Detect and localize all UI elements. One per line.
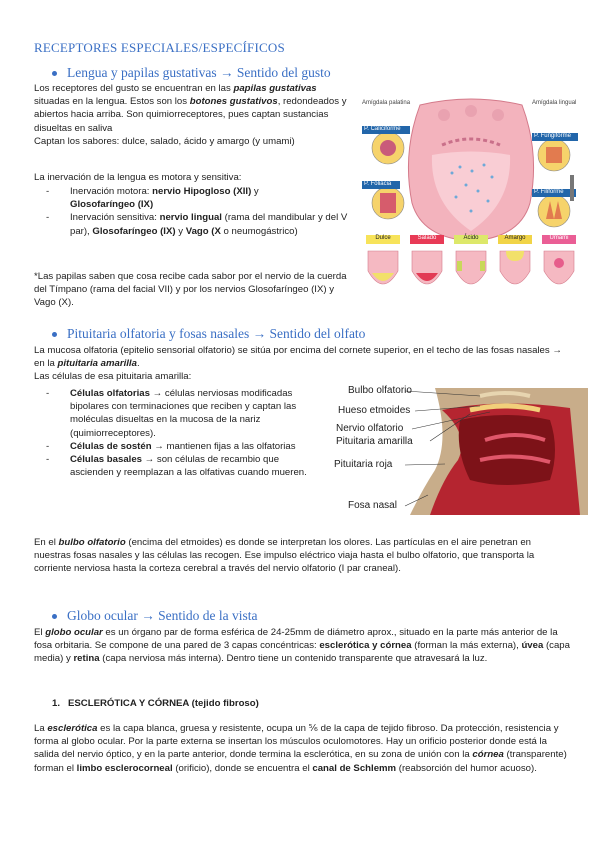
section-heading-gusto <box>52 65 331 81</box>
text: , redondeados y abiertos hacia arriba. Son quimiorreceptores, pues captan sustancias disueltas en saliva <box>34 96 347 134</box>
label-pituitaria-roja: Pituitaria roja <box>334 459 393 470</box>
taste-tongues <box>368 251 574 284</box>
taste-label-acido: Ácido <box>463 235 479 241</box>
list-item: - Células de sostén → mantienen fijas a las olfatorias <box>70 440 310 453</box>
list-celulas <box>70 387 310 479</box>
label-p-caliciforme: P. Caliciforme <box>364 126 401 132</box>
section-heading-olfato <box>52 326 365 342</box>
label-pituitaria-amarilla: Pituitaria amarilla <box>336 436 413 447</box>
taste-label-umami: Umami <box>549 235 569 241</box>
label-p-foliacia: P. Foliacia <box>364 181 392 187</box>
bullet-icon <box>52 614 57 619</box>
list-item: - Células basales → son células de recambio que ascienden y reemplazan a las olfativas cuando mueren. <box>70 453 310 479</box>
section-heading-text: Lengua y papilas gustativas → Sentido del gusto <box>67 65 331 80</box>
text-emphasis: botones gustativos <box>189 96 278 108</box>
bullet-icon <box>52 332 57 337</box>
taste-label-dulce: Dulce <box>375 235 391 241</box>
label-nervio-olfatorio: Nervio olfatorio <box>336 423 404 434</box>
label-p-fungiforme: P. Fungiforme <box>534 133 571 139</box>
page-title: RECEPTORES ESPECIALES/ESPECÍFICOS <box>34 40 285 55</box>
paragraph-inervacion: La inervación de la lengua es motora y sensitiva: <box>34 172 242 183</box>
paragraph-mucosa: La mucosa olfatoria (epitelio sensorial olfatorio) se sitúa por encima del cornete superior, en el techo de las fosas nasales → en la pituitaria amarilla. Las células de esa pituitaria amarilla: <box>34 345 562 383</box>
bullet-icon <box>52 71 57 76</box>
paragraph-gusto-intro <box>34 82 352 148</box>
text: situadas en la lengua. Estos son los <box>34 96 190 108</box>
list-item: - Células olfatorias → células nerviosas modificadas bipolares con terminaciones que reciben y captan las moléculas disueltas en la mucosa de la nariz (quimiorreceptores). <box>70 387 310 440</box>
label-bulbo-olfatorio: Bulbo olfatorio <box>348 385 412 396</box>
label-fosa-nasal: Fosa nasal <box>348 500 397 511</box>
list-inervacion <box>70 185 352 238</box>
text: Captan los sabores: dulce, salado, ácido y amargo (y umami) <box>34 135 295 147</box>
section-heading-vista <box>52 608 257 624</box>
scrollbar-thumb <box>570 175 574 201</box>
nasal-figure <box>330 380 588 515</box>
paragraph-esclerotica: La esclerótica es la capa blanca, gruesa y resistente, ocupa un ⅚ de la capa de tejido fibroso. Da protección, resistencia y forma al globo ocular. Por la parte externa se insertan los músculos oculomotores. Hay un orificio posterior donde está la salida del nervio óptico, y en la parte anterior, donde termina la esclerótica, en su zona de unión con la córnea (transparente) forman el limbo esclerocorneal (orificio), donde se encuentra el canal de Schlemm (reabsorción del humor acuoso). <box>34 723 567 774</box>
taste-label-salado: Salado <box>417 235 437 241</box>
nasal-illustration <box>330 380 588 515</box>
section-heading-text: Globo ocular → Sentido de la vista <box>67 608 258 623</box>
subheading-number: 1. <box>52 698 61 709</box>
label-amigdala-lingual: Amígdala lingual <box>532 100 577 106</box>
text: Los receptores del gusto se encuentran en las <box>34 83 234 94</box>
label-hueso-etmoides: Hueso etmoides <box>338 405 411 416</box>
paragraph-papilas-note: *Las papilas saben que cosa recibe cada sabor por el nervio de la cuerda del Tímpano (rama del facial VII) y por los nervios Glosofaríngeo (IX) y Vago (X). <box>34 271 347 309</box>
subheading-esclerotica <box>52 698 259 709</box>
tongue-figure <box>360 93 582 303</box>
taste-label-amargo: Amargo <box>504 235 526 241</box>
label-p-filiforme: P. Filiforme <box>534 189 564 195</box>
subheading-text: ESCLERÓTICA Y CÓRNEA (tejido fibroso) <box>68 698 259 709</box>
tongue-illustration <box>360 93 582 303</box>
section-heading-text: Pituitaria olfatoria y fosas nasales → Sentido del olfato <box>67 326 366 341</box>
text-emphasis: papilas gustativas <box>233 83 317 94</box>
label-amigdala-palatina: Amígdala palatina <box>362 100 411 106</box>
paragraph-bulbo: En el bulbo olfatorio (encima del etmoides) es donde se interpretan los olores. Las partículas en el aire penetran en nuestras fosas nasales y las células las recogen. Ese impulso eléctrico viaja hasta el bulbo olfatorio, que transporta la corriente nerviosa hasta la corteza cerebral a través del nervio olfatorio (I par craneal). <box>34 537 535 575</box>
list-item: - Inervación sensitiva: nervio lingual (rama del mandibular y del V par), Glosofaríngeo (IX) y Vago (X o neumogástrico) <box>70 211 352 237</box>
paragraph-globo-ocular: El globo ocular es un órgano par de forma esférica de 24-25mm de diámetro aprox., situado en la parte más anterior de la fosa orbitaria. Se compone de una pared de 3 capas concéntricas: esclerótica y córnea (forman la más externa), úvea (capa media) y retina (capa nerviosa más interna). Dentro tiene un contenido transparente que atravesará la luz. <box>34 627 570 665</box>
list-item: - Inervación motora: nervio Hipogloso (XII) y Glosofaríngeo (IX) <box>70 185 352 211</box>
